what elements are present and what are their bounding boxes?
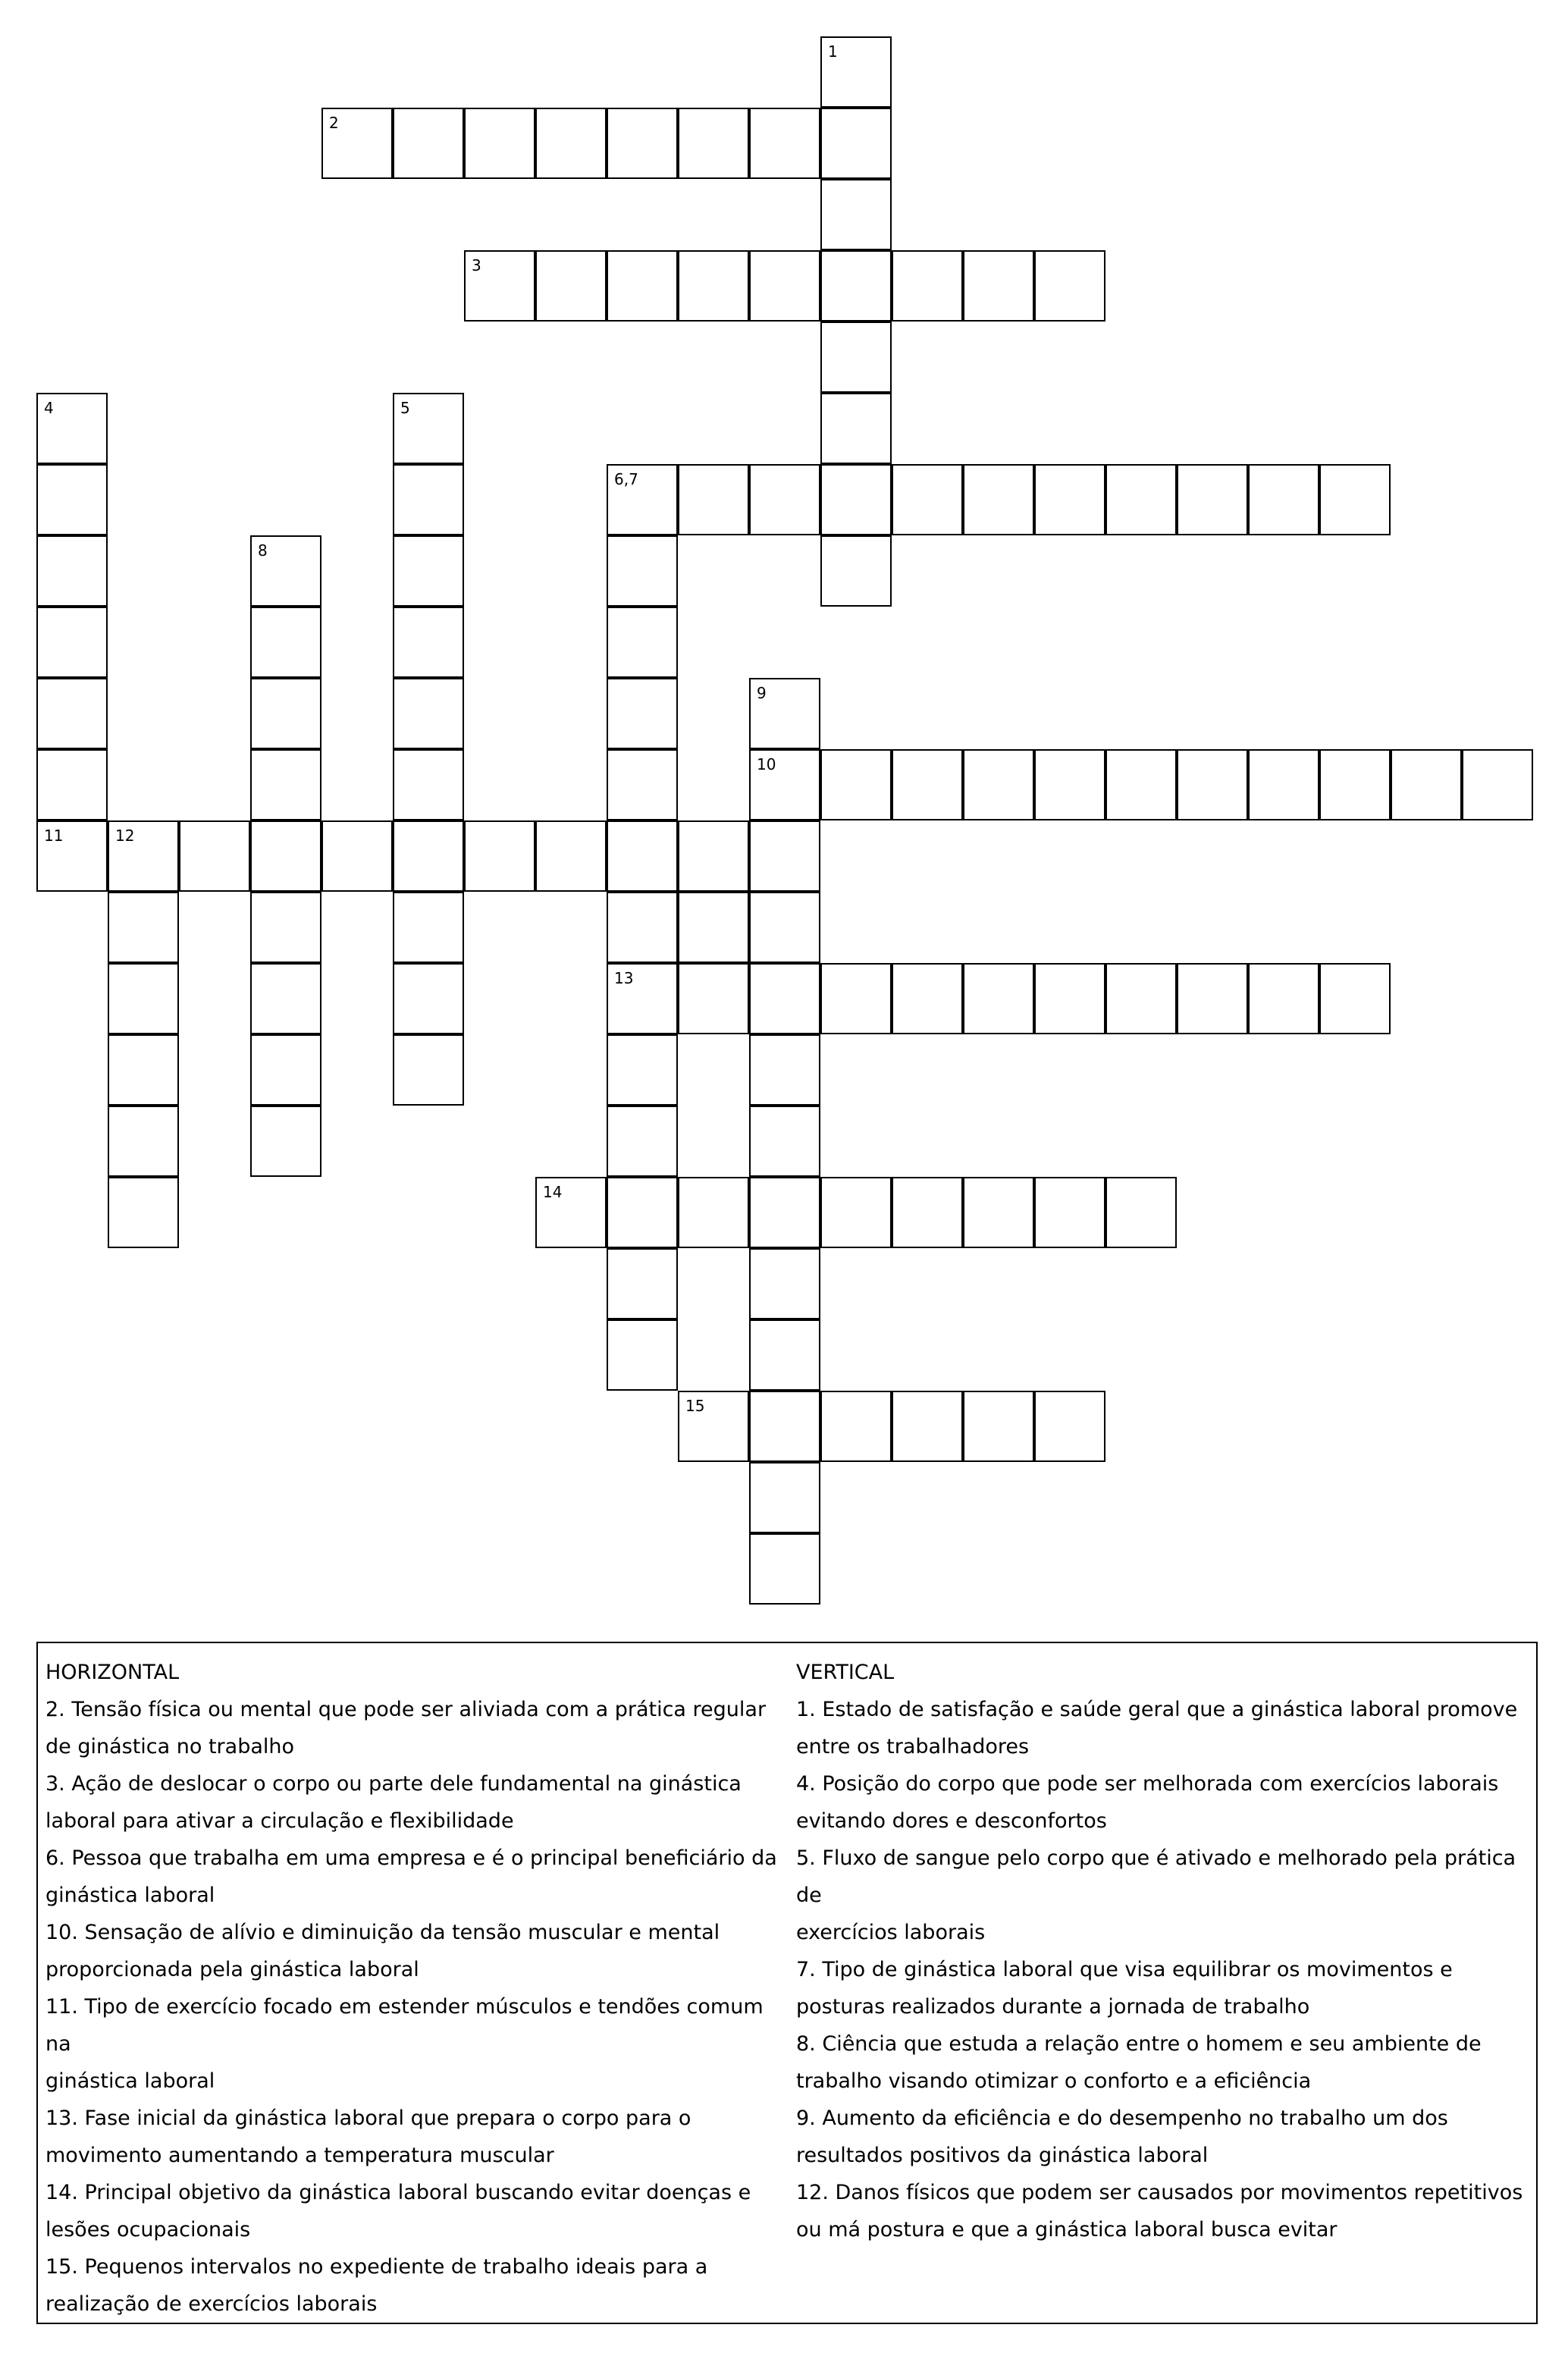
crossword-cell[interactable] (1105, 464, 1177, 535)
crossword-cell[interactable] (1248, 749, 1319, 820)
vertical-clue-line: ou má postura e que a ginástica laboral busca evitar (796, 2218, 1338, 2241)
crossword-cell[interactable] (892, 749, 963, 820)
crossword-cell[interactable] (749, 749, 820, 820)
crossword-cell[interactable] (36, 393, 108, 464)
horizontal-clue-line: ginástica laboral (45, 2069, 215, 2093)
crossword-cell[interactable] (963, 464, 1034, 535)
crossword-cell[interactable] (963, 963, 1034, 1034)
crossword-cell[interactable] (820, 749, 892, 820)
horizontal-clue-line: 2. Tensão física ou mental que pode ser aliviada com a prática regular (45, 1698, 767, 1721)
crossword-cell[interactable] (250, 607, 321, 678)
crossword-cell[interactable] (963, 1177, 1034, 1248)
crossword-cell[interactable] (1034, 963, 1105, 1034)
crossword-cell[interactable] (678, 820, 749, 892)
crossword-cell[interactable] (749, 1533, 820, 1605)
crossword-cell[interactable] (393, 108, 464, 179)
crossword-cell[interactable] (963, 749, 1034, 820)
crossword-cell[interactable] (1034, 1177, 1105, 1248)
vertical-clue-line: posturas realizados durante a jornada de trabalho (796, 1995, 1310, 2019)
clue-number: 12 (115, 827, 135, 845)
horizontal-clues (45, 1654, 789, 2323)
crossword-cell[interactable] (393, 393, 464, 464)
crossword-cell[interactable] (108, 820, 179, 892)
vertical-clue-line: 9. Aumento da eficiência e do desempenho no trabalho um dos (796, 2107, 1448, 2130)
crossword-cell[interactable] (108, 892, 179, 963)
crossword-cell[interactable] (108, 963, 179, 1034)
crossword-cell[interactable] (393, 1034, 464, 1106)
horizontal-clue-line: realização de exercícios laborais (45, 2292, 378, 2316)
crossword-cell[interactable] (393, 892, 464, 963)
crossword-cell[interactable] (250, 535, 321, 607)
crossword-cell[interactable] (393, 678, 464, 749)
crossword-cell[interactable] (607, 963, 678, 1034)
crossword-cell[interactable] (1462, 749, 1533, 820)
crossword-cell[interactable] (749, 1319, 820, 1391)
horizontal-clue-line: 11. Tipo de exercício focado em estender músculos e tendões comum na (45, 1995, 764, 2056)
crossword-cell[interactable] (820, 1391, 892, 1462)
crossword-cell[interactable] (36, 678, 108, 749)
crossword-cell[interactable] (607, 1248, 678, 1319)
vertical-clue-line: trabalho visando otimizar o conforto e a eficiência (796, 2069, 1312, 2093)
crossword-cell[interactable] (963, 250, 1034, 322)
horizontal-clue-line: laboral para ativar a circulação e flexibilidade (45, 1809, 514, 1833)
crossword-cell[interactable] (892, 963, 963, 1034)
crossword-cell[interactable] (1105, 1177, 1177, 1248)
clue-number: 14 (543, 1183, 563, 1201)
crossword-cell[interactable] (36, 464, 108, 535)
crossword-cell[interactable] (393, 963, 464, 1034)
crossword-cell[interactable] (607, 464, 678, 535)
crossword-cell[interactable] (607, 1106, 678, 1177)
vertical-clue-line: 12. Danos físicos que podem ser causados por movimentos repetitivos (796, 2181, 1523, 2204)
crossword-cell[interactable] (1319, 963, 1391, 1034)
crossword-cell[interactable] (535, 108, 607, 179)
vertical-clue-line: 5. Fluxo de sangue pelo corpo que é ativado e melhorado pela prática de (796, 1846, 1516, 1907)
crossword-cell[interactable] (749, 1462, 820, 1533)
horizontal-heading: HORIZONTAL (45, 1661, 180, 1684)
clue-number: 6,7 (614, 470, 638, 488)
crossword-cell[interactable] (1034, 1391, 1105, 1462)
crossword-cell[interactable] (36, 535, 108, 607)
clue-number: 11 (44, 827, 64, 845)
horizontal-clue-line: 6. Pessoa que trabalha em uma empresa e é o principal beneficiário da (45, 1846, 777, 1870)
vertical-heading: VERTICAL (796, 1661, 895, 1684)
crossword-cell[interactable] (1177, 963, 1248, 1034)
crossword-cell[interactable] (820, 36, 892, 108)
crossword-cell[interactable] (179, 820, 250, 892)
crossword-cell[interactable] (607, 749, 678, 820)
crossword-cell[interactable] (393, 607, 464, 678)
crossword-cell[interactable] (820, 535, 892, 607)
crossword-cell[interactable] (108, 1177, 179, 1248)
horizontal-clue-line: proporcionada pela ginástica laboral (45, 1958, 419, 1981)
crossword-cell[interactable] (607, 1177, 678, 1248)
crossword-cell[interactable] (820, 108, 892, 179)
crossword-cell[interactable] (393, 820, 464, 892)
crossword-cell[interactable] (607, 1319, 678, 1391)
clue-number: 3 (472, 256, 481, 275)
horizontal-clue-line: 10. Sensação de alívio e diminuição da tensão muscular e mental (45, 1921, 720, 1944)
crossword-cell[interactable] (36, 607, 108, 678)
crossword-cell[interactable] (250, 749, 321, 820)
horizontal-clue-line: ginástica laboral (45, 1884, 215, 1907)
crossword-cell[interactable] (607, 535, 678, 607)
crossword-cell[interactable] (250, 820, 321, 892)
crossword-cell[interactable] (892, 1177, 963, 1248)
crossword-cell[interactable] (108, 1034, 179, 1106)
crossword-cell[interactable] (1105, 749, 1177, 820)
vertical-clue-line: resultados positivos da ginástica laboral (796, 2144, 1209, 2167)
crossword-cell[interactable] (1248, 464, 1319, 535)
clue-number: 8 (258, 541, 268, 560)
crossword-cell[interactable] (321, 108, 393, 179)
crossword-cell[interactable] (820, 963, 892, 1034)
crossword-cell[interactable] (1105, 963, 1177, 1034)
crossword-cell[interactable] (1034, 749, 1105, 820)
crossword-cell[interactable] (678, 1391, 749, 1462)
crossword-cell[interactable] (250, 963, 321, 1034)
horizontal-clue-line: lesões ocupacionais (45, 2218, 251, 2241)
crossword-cell[interactable] (393, 749, 464, 820)
crossword-cell[interactable] (749, 108, 820, 179)
crossword-cell[interactable] (464, 250, 535, 322)
crossword-cell[interactable] (892, 1391, 963, 1462)
horizontal-clue-line: 13. Fase inicial da ginástica laboral que prepara o corpo para o (45, 2107, 691, 2130)
crossword-cell[interactable] (749, 1248, 820, 1319)
crossword-cell[interactable] (36, 749, 108, 820)
crossword-cell[interactable] (749, 678, 820, 749)
horizontal-clue-line: 15. Pequenos intervalos no expediente de trabalho ideais para a (45, 2255, 708, 2279)
crossword-cell[interactable] (250, 1106, 321, 1177)
crossword-cell[interactable] (820, 322, 892, 393)
crossword-cell[interactable] (607, 1034, 678, 1106)
crossword-cell[interactable] (607, 607, 678, 678)
crossword-cell[interactable] (464, 820, 535, 892)
crossword-cell[interactable] (1034, 464, 1105, 535)
crossword-cell[interactable] (749, 464, 820, 535)
horizontal-clue-line: 3. Ação de deslocar o corpo ou parte dele fundamental na ginástica (45, 1772, 742, 1796)
crossword-cell[interactable] (535, 820, 607, 892)
crossword-cell[interactable] (1248, 963, 1319, 1034)
crossword-cell[interactable] (820, 250, 892, 322)
vertical-clue-line: 8. Ciência que estuda a relação entre o homem e seu ambiente de (796, 2032, 1482, 2056)
crossword-cell[interactable] (1319, 464, 1391, 535)
crossword-cell[interactable] (892, 464, 963, 535)
crossword-cell[interactable] (393, 535, 464, 607)
crossword-cell[interactable] (36, 820, 108, 892)
crossword-cell[interactable] (607, 108, 678, 179)
crossword-cell[interactable] (749, 892, 820, 963)
crossword-cell[interactable] (749, 1106, 820, 1177)
clue-number: 4 (44, 399, 54, 417)
crossword-cell[interactable] (963, 1391, 1034, 1462)
crossword-cell[interactable] (749, 963, 820, 1034)
crossword-cell[interactable] (393, 464, 464, 535)
crossword-cell[interactable] (749, 820, 820, 892)
clue-number: 5 (400, 399, 410, 417)
vertical-clue-line: exercícios laborais (796, 1921, 986, 1944)
crossword-cell[interactable] (1177, 749, 1248, 820)
crossword-cell[interactable] (607, 892, 678, 963)
crossword-cell[interactable] (678, 108, 749, 179)
crossword-cell[interactable] (820, 1177, 892, 1248)
crossword-cell[interactable] (678, 464, 749, 535)
crossword-cell[interactable] (607, 250, 678, 322)
crossword-cell[interactable] (749, 1391, 820, 1462)
crossword-cell[interactable] (607, 820, 678, 892)
crossword-cell[interactable] (464, 108, 535, 179)
vertical-clue-line: entre os trabalhadores (796, 1735, 1030, 1758)
crossword-cell[interactable] (892, 250, 963, 322)
clue-number: 15 (685, 1397, 705, 1415)
crossword-cell[interactable] (749, 1034, 820, 1106)
crossword-cell[interactable] (820, 464, 892, 535)
crossword-cell[interactable] (678, 250, 749, 322)
crossword-cell[interactable] (678, 892, 749, 963)
vertical-clue-line: 4. Posição do corpo que pode ser melhorada com exercícios laborais (796, 1772, 1499, 1796)
crossword-cell[interactable] (1391, 749, 1462, 820)
crossword-cell[interactable] (1319, 749, 1391, 820)
crossword-cell[interactable] (820, 179, 892, 250)
clue-number: 2 (329, 114, 339, 132)
crossword-cell[interactable] (108, 1106, 179, 1177)
vertical-clue-line: 1. Estado de satisfação e saúde geral que a ginástica laboral promove (796, 1698, 1518, 1721)
vertical-clue-list (796, 1691, 1532, 2248)
vertical-clues (796, 1654, 1532, 2248)
horizontal-clue-list (45, 1691, 789, 2323)
crossword-cell[interactable] (250, 892, 321, 963)
horizontal-clue-line: de ginástica no trabalho (45, 1735, 295, 1758)
clues-box (36, 1642, 1538, 2324)
crossword-cell[interactable] (1034, 250, 1105, 322)
crossword-cell[interactable] (535, 250, 607, 322)
crossword-cell[interactable] (820, 393, 892, 464)
clue-number: 9 (757, 684, 767, 702)
crossword-cell[interactable] (535, 1177, 607, 1248)
crossword-cell[interactable] (1177, 464, 1248, 535)
crossword-cell[interactable] (607, 678, 678, 749)
crossword-cell[interactable] (678, 963, 749, 1034)
crossword-cell[interactable] (250, 1034, 321, 1106)
crossword-cell[interactable] (749, 1177, 820, 1248)
crossword-cell[interactable] (749, 250, 820, 322)
crossword-cell[interactable] (678, 1177, 749, 1248)
clue-number: 13 (614, 969, 634, 987)
crossword-cell[interactable] (321, 820, 393, 892)
horizontal-clue-line: 14. Principal objetivo da ginástica laboral buscando evitar doenças e (45, 2181, 751, 2204)
clue-number: 10 (757, 755, 776, 773)
horizontal-clue-line: movimento aumentando a temperatura muscular (45, 2144, 554, 2167)
vertical-clue-line: 7. Tipo de ginástica laboral que visa equilibrar os movimentos e (796, 1958, 1453, 1981)
vertical-clue-line: evitando dores e desconfortos (796, 1809, 1107, 1833)
crossword-cell[interactable] (250, 678, 321, 749)
clue-number: 1 (828, 42, 838, 61)
